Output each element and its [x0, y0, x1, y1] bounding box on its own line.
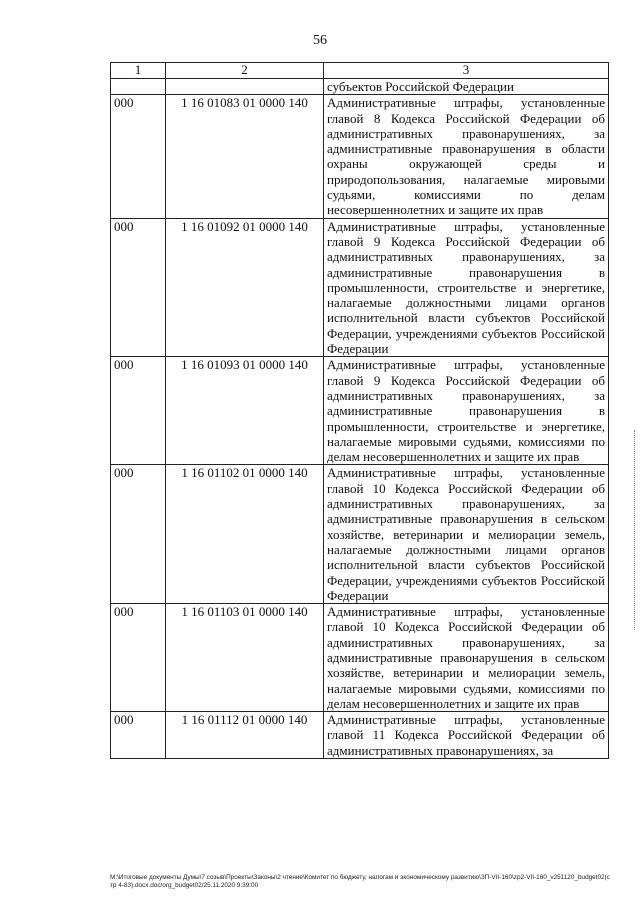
- description-cell: Административные штрафы, установленные главой 8 Кодекса Российской Федерации об административных правонарушениях, за административные правонарушения в области охраны окружающей среды и природопользования, налагаемые мировыми судьями, комиссиями по делам несовершеннолетних и защите их прав: [324, 95, 609, 218]
- revenue-code-cell: 1 16 01103 01 0000 140: [166, 604, 324, 712]
- admin-code-cell: 000: [111, 357, 166, 465]
- revenue-code-cell: 1 16 01083 01 0000 140: [166, 95, 324, 218]
- table-row: [111, 712, 609, 759]
- description-cell: Административные штрафы, установленные главой 9 Кодекса Российской Федерации об административных правонарушениях, за административные правонарушения в промышленности, строительстве и энергетике, налагаемые мировыми судьями, комиссиями по делам несовершеннолетних и защите их прав: [324, 357, 609, 465]
- revenue-code-cell: 1 16 01093 01 0000 140: [166, 357, 324, 465]
- admin-code-cell: 000: [111, 465, 166, 604]
- table-row: [111, 604, 609, 712]
- revenue-code-cell: 1 16 01092 01 0000 140: [166, 218, 324, 357]
- footer-file-path: M:\Итоговые документы Думы\7 созыв\Проекты\Законы\2 чтение\Комитет по бюджету, налогам и экономическому развитию\ЗП-VII-160\zp2-VII-160_v251120_budget02(стр 4-83).docx.doc/org_budget02/25.11.2020 9:39:00: [110, 874, 610, 889]
- admin-code-cell: 000: [111, 95, 166, 218]
- header-col-2: 2: [166, 63, 324, 79]
- admin-code-cell: 000: [111, 218, 166, 357]
- admin-code-cell: 000: [111, 712, 166, 759]
- continuation-row: [111, 79, 609, 95]
- description-cell: Административные штрафы, установленные главой 11 Кодекса Российской Федерации об административных правонарушениях, за: [324, 712, 609, 759]
- table-header-row: [111, 63, 609, 79]
- revenue-code-cell: 1 16 01102 01 0000 140: [166, 465, 324, 604]
- table-row: [111, 357, 609, 465]
- table-row: [111, 465, 609, 604]
- table-row: [111, 218, 609, 357]
- scan-edge-marks: [633, 430, 635, 630]
- header-col-3: 3: [324, 63, 609, 79]
- description-cell: Административные штрафы, установленные главой 10 Кодекса Российской Федерации об административных правонарушениях, за административные правонарушения в сельском хозяйстве, ветеринарии и мелиорации земель, налагаемые мировыми судьями, комиссиями по делам несовершеннолетних и защите их прав: [324, 604, 609, 712]
- admin-code-cell: 000: [111, 604, 166, 712]
- table-row: [111, 95, 609, 218]
- description-cell: Административные штрафы, установленные главой 9 Кодекса Российской Федерации об административных правонарушениях, за административные правонарушения в промышленности, строительстве и энергетике, налагаемые должностными лицами органов исполнительной власти субъектов Российской Федерации, учреждениями субъектов Российской Федерации: [324, 218, 609, 357]
- revenue-code-cell: 1 16 01112 01 0000 140: [166, 712, 324, 759]
- page-number: 56: [313, 33, 327, 48]
- description-cell: Административные штрафы, установленные главой 10 Кодекса Российской Федерации об административных правонарушениях, за административные правонарушения в сельском хозяйстве, ветеринарии и мелиорации земель, налагаемые должностными лицами органов исполнительной власти субъектов Российской Федерации, учреждениями субъектов Российской Федерации: [324, 465, 609, 604]
- revenue-codes-table: [110, 62, 609, 759]
- continuation-text: субъектов Российской Федерации: [324, 79, 609, 95]
- header-col-1: 1: [111, 63, 166, 79]
